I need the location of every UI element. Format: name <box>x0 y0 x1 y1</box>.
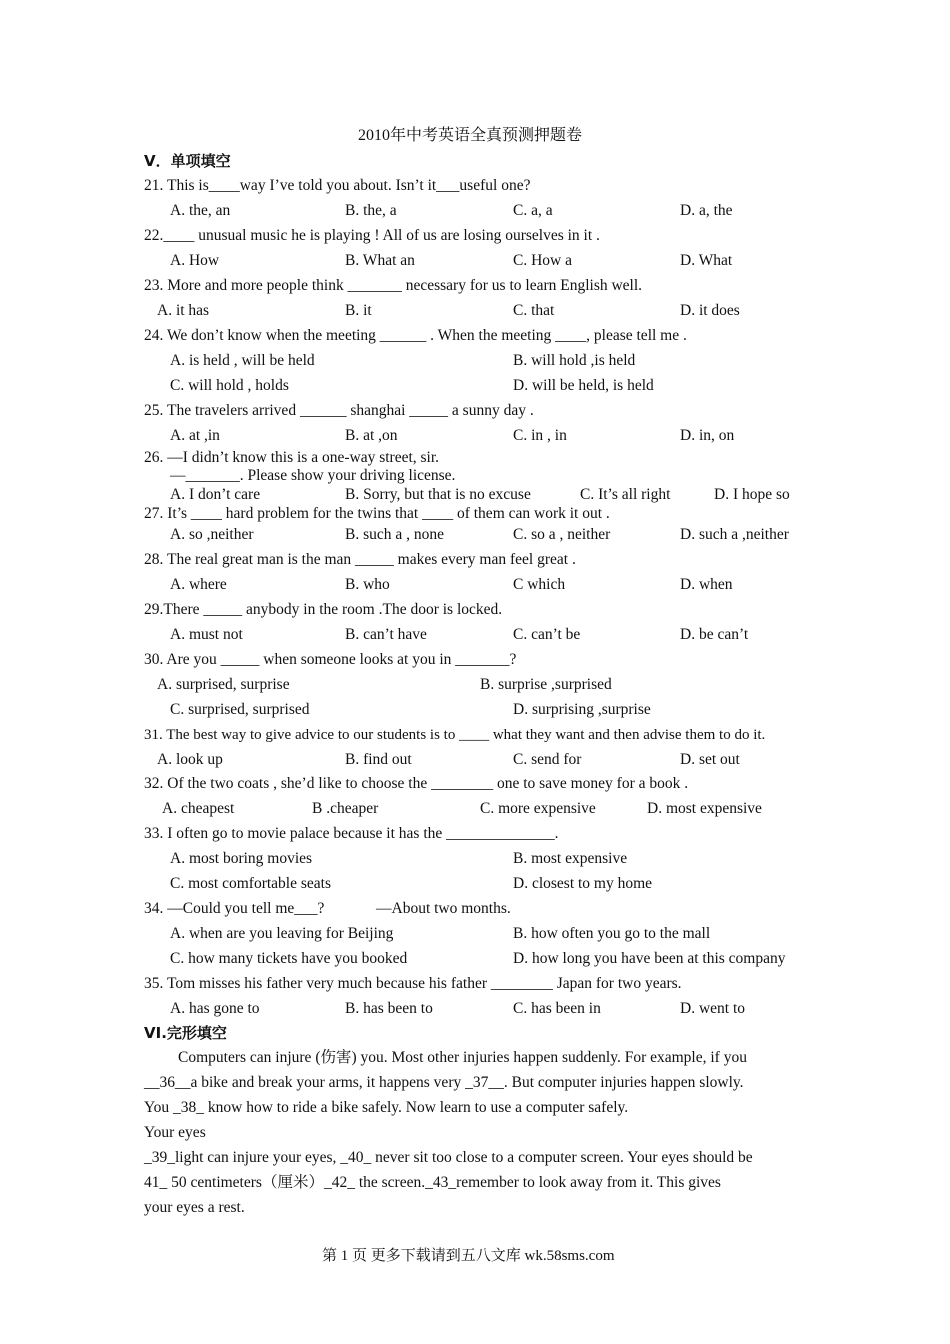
q21-option-d: D. a, the <box>680 202 733 219</box>
q30-option-c: C. surprised, surprised <box>170 701 310 718</box>
q35-option-b: B. has been to <box>345 1000 433 1017</box>
section-heading-single-choice: V．单项填空 <box>144 152 231 170</box>
passage-line-5: 41_ 50 centimeters（厘米）_42_ the screen._43_remember to look away from it. This gives <box>144 1174 721 1191</box>
q24-option-a: A. is held , will be held <box>170 352 315 369</box>
q35-option-c: C. has been in <box>513 1000 601 1017</box>
q22-option-b: B. What an <box>345 252 415 269</box>
q26-option-a: A. I don’t care <box>170 486 261 503</box>
question-26: 26. —I didn’t know this is a one-way street, sir. <box>144 449 440 466</box>
question-32: 32. Of the two coats , she’d like to choose the ________ one to save money for a book . <box>144 775 689 792</box>
q25-option-d: D. in, on <box>680 427 735 444</box>
q22-option-d: D. What <box>680 252 733 269</box>
question-34-answer: —About two months. <box>376 900 511 917</box>
question-30: 30. Are you _____ when someone looks at you in _______? <box>144 651 517 668</box>
q29-option-a: A. must not <box>170 626 243 643</box>
page-footer: 第 1 页 更多下载请到五八文库 wk.58sms.com <box>322 1248 615 1264</box>
q31-option-c: C. send for <box>513 751 582 768</box>
q35-option-d: D. went to <box>680 1000 746 1017</box>
question-33: 33. I often go to movie palace because it has the ______________. <box>144 825 559 842</box>
question-23: 23. More and more people think _______ necessary for us to learn English well. <box>144 277 643 294</box>
q35-option-a: A. has gone to <box>170 1000 260 1017</box>
question-25: 25. The travelers arrived ______ shanghai _____ a sunny day . <box>144 402 534 419</box>
q28-option-c: C which <box>513 576 566 593</box>
q33-option-d: D. closest to my home <box>513 875 653 892</box>
q28-option-d: D. when <box>680 576 733 593</box>
question-29: 29.There _____ anybody in the room .The door is locked. <box>144 601 503 618</box>
question-31: 31. The best way to give advice to our students is to ____ what they want and then advise them to do it. <box>144 727 766 743</box>
q27-option-b: B. such a , none <box>345 526 445 543</box>
q28-option-a: A. where <box>170 576 227 593</box>
q23-option-b: B. it <box>345 302 372 319</box>
q30-option-b: B. surprise ,surprised <box>480 676 612 693</box>
q32-option-a: A. cheapest <box>162 800 235 817</box>
q27-option-d: D. such a ,neither <box>680 526 789 543</box>
q29-option-b: B. can’t have <box>345 626 427 643</box>
q26-option-d: D. I hope so <box>714 486 790 503</box>
q25-option-b: B. at ,on <box>345 427 398 444</box>
q29-option-d: D. be can’t <box>680 626 749 643</box>
q26-option-b: B. Sorry, but that is no excuse <box>345 486 531 503</box>
page-title: 2010年中考英语全真预测押题卷 <box>358 127 583 144</box>
q23-option-a: A. it has <box>157 302 210 319</box>
q22-option-a: A. How <box>170 252 220 269</box>
q33-option-a: A. most boring movies <box>170 850 313 867</box>
question-34: 34. —Could you tell me___? <box>144 900 325 917</box>
q24-option-d: D. will be held, is held <box>513 377 654 394</box>
q33-option-c: C. most comfortable seats <box>170 875 331 892</box>
passage-line-6: your eyes a rest. <box>144 1199 245 1216</box>
q25-option-a: A. at ,in <box>170 427 220 444</box>
question-24: 24. We don’t know when the meeting ______ . When the meeting ____, please tell me . <box>144 327 687 344</box>
q31-option-a: A. look up <box>157 751 223 768</box>
q23-option-c: C. that <box>513 302 555 319</box>
section-heading-cloze: VI.完形填空 <box>144 1024 227 1042</box>
question-35: 35. Tom misses his father very much because his father ________ Japan for two years. <box>144 975 682 992</box>
q27-option-c: C. so a , neither <box>513 526 611 543</box>
question-28: 28. The real great man is the man _____ makes every man feel great . <box>144 551 576 568</box>
passage-line-3: You _38_ know how to ride a bike safely. Now learn to use a computer safely. <box>144 1099 629 1116</box>
question-27: 27. It’s ____ hard problem for the twins that ____ of them can work it out . <box>144 505 610 522</box>
passage-line-1: Computers can injure (伤害) you. Most other injuries happen suddenly. For example, if you <box>178 1049 747 1066</box>
question-22: 22.____ unusual music he is playing ! All of us are losing ourselves in it . <box>144 227 600 244</box>
q24-option-b: B. will hold ,is held <box>513 352 636 369</box>
passage-line-2: __36__a bike and break your arms, it happens very _37__. But computer injuries happen slowly. <box>144 1074 744 1091</box>
question-21: 21. This is____way I’ve told you about. Isn’t it___useful one? <box>144 177 531 194</box>
q34-option-c: C. how many tickets have you booked <box>170 950 408 967</box>
q31-option-b: B. find out <box>345 751 412 768</box>
passage-subheading: Your eyes <box>144 1124 206 1141</box>
passage-line-4: _39_light can injure your eyes, _40_ never sit too close to a computer screen. Your eyes should be <box>144 1149 753 1166</box>
q32-option-b: B .cheaper <box>312 800 379 817</box>
q31-option-d: D. set out <box>680 751 740 768</box>
q29-option-c: C. can’t be <box>513 626 581 643</box>
q21-option-b: B. the, a <box>345 202 397 219</box>
question-26-reply: —_______. Please show your driving license. <box>170 467 456 484</box>
q32-option-d: D. most expensive <box>647 800 762 817</box>
q23-option-d: D. it does <box>680 302 740 319</box>
q24-option-c: C. will hold , holds <box>170 377 289 394</box>
q34-option-a: A. when are you leaving for Beijing <box>170 925 394 942</box>
q26-option-c: C. It’s all right <box>580 486 671 503</box>
q22-option-c: C. How a <box>513 252 572 269</box>
q32-option-c: C. more expensive <box>480 800 596 817</box>
q28-option-b: B. who <box>345 576 390 593</box>
q34-option-d: D. how long you have been at this company <box>513 950 786 967</box>
q21-option-c: C. a, a <box>513 202 553 219</box>
q27-option-a: A. so ,neither <box>170 526 254 543</box>
q33-option-b: B. most expensive <box>513 850 628 867</box>
q30-option-a: A. surprised, surprise <box>157 676 290 693</box>
q34-option-b: B. how often you go to the mall <box>513 925 711 942</box>
q30-option-d: D. surprising ,surprise <box>513 701 651 718</box>
q21-option-a: A. the, an <box>170 202 231 219</box>
q25-option-c: C. in , in <box>513 427 567 444</box>
